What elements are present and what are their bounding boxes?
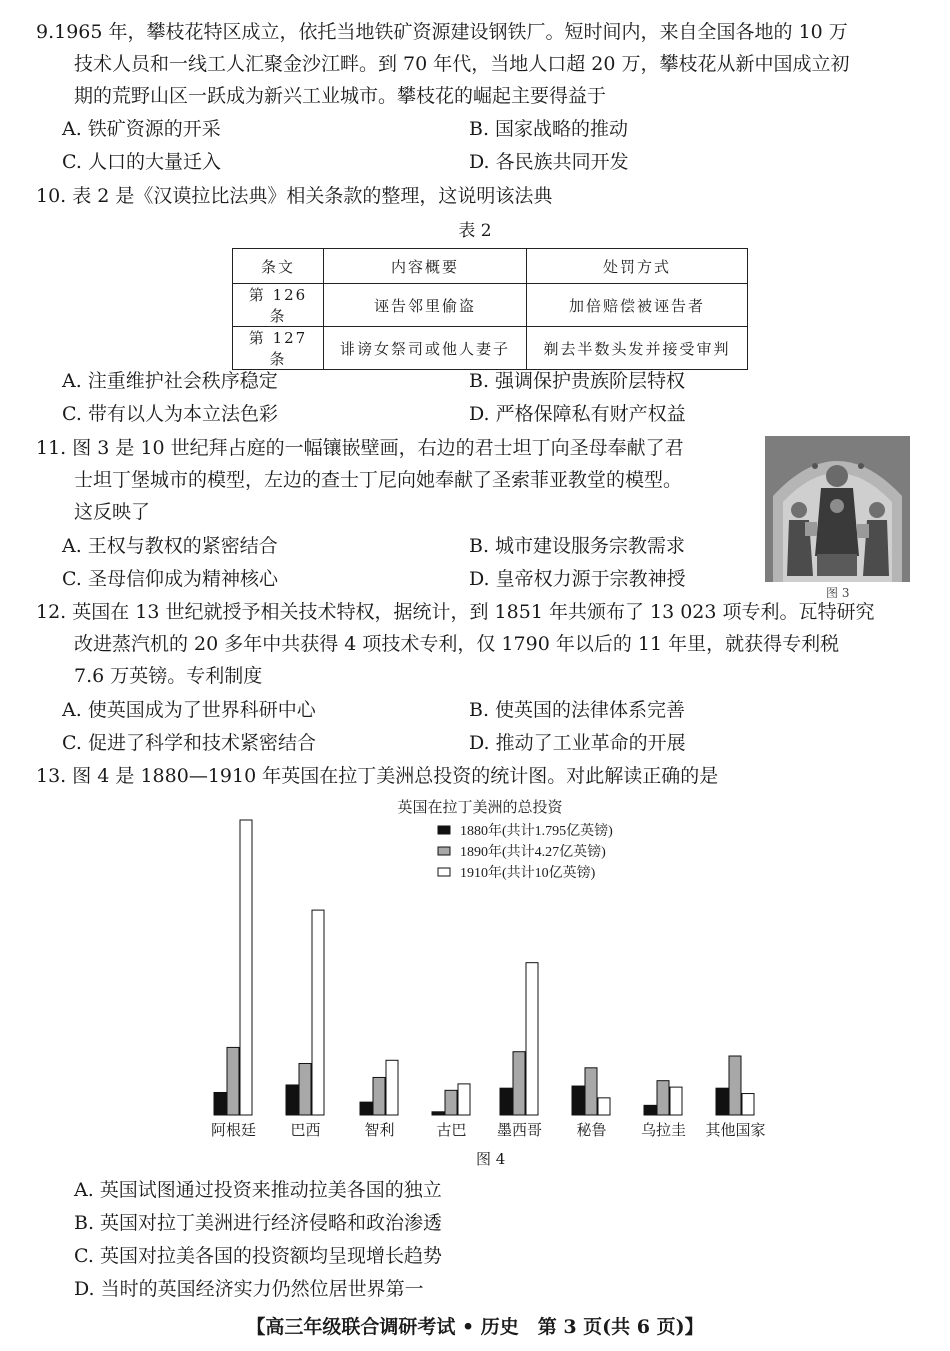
page-footer: 【高三年级联合调研考试 • 历史 第 3 页(共 6 页)】 <box>246 1316 704 1338</box>
legend-swatch <box>438 826 450 834</box>
legend-label: 1890年(共计4.27亿英镑) <box>460 845 606 860</box>
chart-bar <box>286 1085 298 1115</box>
q13-option-b[interactable]: B. 英国对拉丁美洲进行经济侵略和政治渗透 <box>74 1212 443 1234</box>
chart-category-label: 巴西 <box>290 1123 321 1139</box>
byzantine-mosaic-image <box>765 436 910 582</box>
figure-3-caption: 图 3 <box>826 586 850 600</box>
question-11-line-1: 11. 图 3 是 10 世纪拜占庭的一幅镶嵌壁画，右边的君士坦丁向圣母奉献了君 <box>36 437 684 459</box>
chart-bar <box>373 1077 385 1115</box>
chart-bar <box>513 1052 525 1115</box>
chart-category-label: 智利 <box>364 1123 395 1139</box>
chart-bar <box>598 1098 610 1115</box>
chart-category-label: 墨西哥 <box>496 1123 543 1139</box>
chart-bar <box>742 1094 754 1115</box>
chart-title: 英国在拉丁美洲的总投资 <box>397 800 563 816</box>
q12-option-d[interactable]: D. 推动了工业革命的开展 <box>469 732 686 754</box>
figure-4-bar-chart <box>190 795 770 1145</box>
chart-category-label: 古巴 <box>436 1123 467 1139</box>
q12-option-c[interactable]: C. 促进了科学和技术紧密结合 <box>62 732 316 754</box>
q13-option-c[interactable]: C. 英国对拉美各国的投资额均呈现增长趋势 <box>74 1245 442 1267</box>
question-11-line-3: 这反映了 <box>74 501 151 523</box>
chart-category-label: 秘鲁 <box>576 1123 607 1139</box>
table-cell: 第 127 条 <box>233 327 324 370</box>
q11-option-b[interactable]: B. 城市建设服务宗教需求 <box>469 535 686 557</box>
chart-bar <box>386 1060 398 1115</box>
chart-bar <box>716 1088 728 1115</box>
table-header-cell: 内容概要 <box>324 249 527 284</box>
chart-bar <box>729 1056 741 1115</box>
chart-bar <box>644 1105 656 1115</box>
chart-bar <box>432 1112 444 1115</box>
legend-label: 1910年(共计10亿英镑) <box>460 866 596 881</box>
question-9-line-2: 技术人员和一线工人汇聚金沙江畔。到 70 年代，当地人口超 20 万，攀枝花从新中国成立初 <box>74 53 850 75</box>
chart-category-label: 乌拉圭 <box>640 1123 687 1139</box>
q11-option-d[interactable]: D. 皇帝权力源于宗教神授 <box>469 568 686 590</box>
q9-option-d[interactable]: D. 各民族共同开发 <box>469 151 629 173</box>
question-9-line-3: 期的荒野山区一跃成为新兴工业城市。攀枝花的崛起主要得益于 <box>74 85 607 107</box>
table-cell: 诬告邻里偷盗 <box>324 284 527 327</box>
chart-bar <box>227 1047 239 1115</box>
chart-bar <box>670 1087 682 1115</box>
question-9-line-1: 9.1965 年，攀枝花特区成立，依托当地铁矿资源建设钢铁厂。短时间内，来自全国各地的 10 万 <box>36 21 848 43</box>
q11-option-a[interactable]: A. 王权与教权的紧密结合 <box>62 535 278 557</box>
question-11 <box>36 432 756 528</box>
q11-option-c[interactable]: C. 圣母信仰成为精神核心 <box>62 568 278 590</box>
question-12 <box>36 596 916 692</box>
q10-option-c[interactable]: C. 带有以人为本立法色彩 <box>62 403 278 425</box>
question-10-stem: 10. 表 2 是《汉谟拉比法典》相关条款的整理，这说明该法典 <box>36 185 553 207</box>
question-12-line-3: 7.6 万英镑。专利制度 <box>74 665 263 687</box>
q13-option-a[interactable]: A. 英国试图通过投资来推动拉美各国的独立 <box>74 1179 442 1201</box>
chart-bar <box>657 1081 669 1115</box>
table-2 <box>232 248 748 370</box>
q9-option-c[interactable]: C. 人口的大量迁入 <box>62 151 221 173</box>
table-row <box>233 284 748 327</box>
q9-option-b[interactable]: B. 国家战略的推动 <box>469 118 629 140</box>
q12-option-a[interactable]: A. 使英国成为了世界科研中心 <box>62 699 316 721</box>
question-13-stem: 13. 图 4 是 1880—1910 年英国在拉丁美洲总投资的统计图。对此解读正确的是 <box>36 765 719 787</box>
question-13 <box>36 760 916 792</box>
q9-option-a[interactable]: A. 铁矿资源的开采 <box>62 118 221 140</box>
chart-category-label: 阿根廷 <box>210 1123 257 1139</box>
chart-category-label: 其他国家 <box>705 1123 766 1139</box>
q12-option-b[interactable]: B. 使英国的法律体系完善 <box>469 699 686 721</box>
legend-swatch <box>438 868 450 876</box>
question-12-line-2: 改进蒸汽机的 20 多年中共获得 4 项技术专利，仅 1790 年以后的 11 年里，就获得专利税 <box>74 633 840 655</box>
chart-bar <box>572 1086 584 1115</box>
table-header-row <box>233 249 748 284</box>
table-cell: 诽谤女祭司或他人妻子 <box>324 327 527 370</box>
chart-bar <box>500 1088 512 1115</box>
legend-swatch <box>438 847 450 855</box>
chart-bar <box>458 1084 470 1115</box>
chart-bar <box>445 1090 457 1115</box>
figure-4-caption: 图 4 <box>476 1150 506 1168</box>
q10-option-a[interactable]: A. 注重维护社会秩序稳定 <box>62 370 278 392</box>
chart-bar <box>526 963 538 1115</box>
table-header-cell: 处罚方式 <box>527 249 748 284</box>
chart-bar <box>360 1102 372 1115</box>
table-cell: 剃去半数头发并接受审判 <box>527 327 748 370</box>
chart-bar <box>299 1064 311 1115</box>
chart-bar <box>312 910 324 1115</box>
q13-option-d[interactable]: D. 当时的英国经济实力仍然位居世界第一 <box>74 1278 424 1300</box>
table-2-caption: 表 2 <box>458 221 492 241</box>
table-row <box>233 327 748 370</box>
question-10 <box>36 180 916 212</box>
question-12-line-1: 12. 英国在 13 世纪就授予相关技术特权，据统计，到 1851 年共颁布了 13 023 项专利。瓦特研究 <box>36 601 875 623</box>
table-cell: 第 126 条 <box>233 284 324 327</box>
chart-bar <box>240 820 252 1115</box>
mosaic-illustration <box>765 436 910 582</box>
q10-option-d[interactable]: D. 严格保障私有财产权益 <box>469 403 686 425</box>
table-header-cell: 条文 <box>233 249 324 284</box>
chart-bar <box>585 1068 597 1115</box>
table-cell: 加倍赔偿被诬告者 <box>527 284 748 327</box>
question-11-line-2: 士坦丁堡城市的模型，左边的查士丁尼向她奉献了圣索菲亚教堂的模型。 <box>74 469 683 491</box>
question-9 <box>36 16 916 112</box>
chart-bar <box>214 1092 226 1115</box>
q10-option-b[interactable]: B. 强调保护贵族阶层特权 <box>469 370 686 392</box>
legend-label: 1880年(共计1.795亿英镑) <box>460 824 613 839</box>
